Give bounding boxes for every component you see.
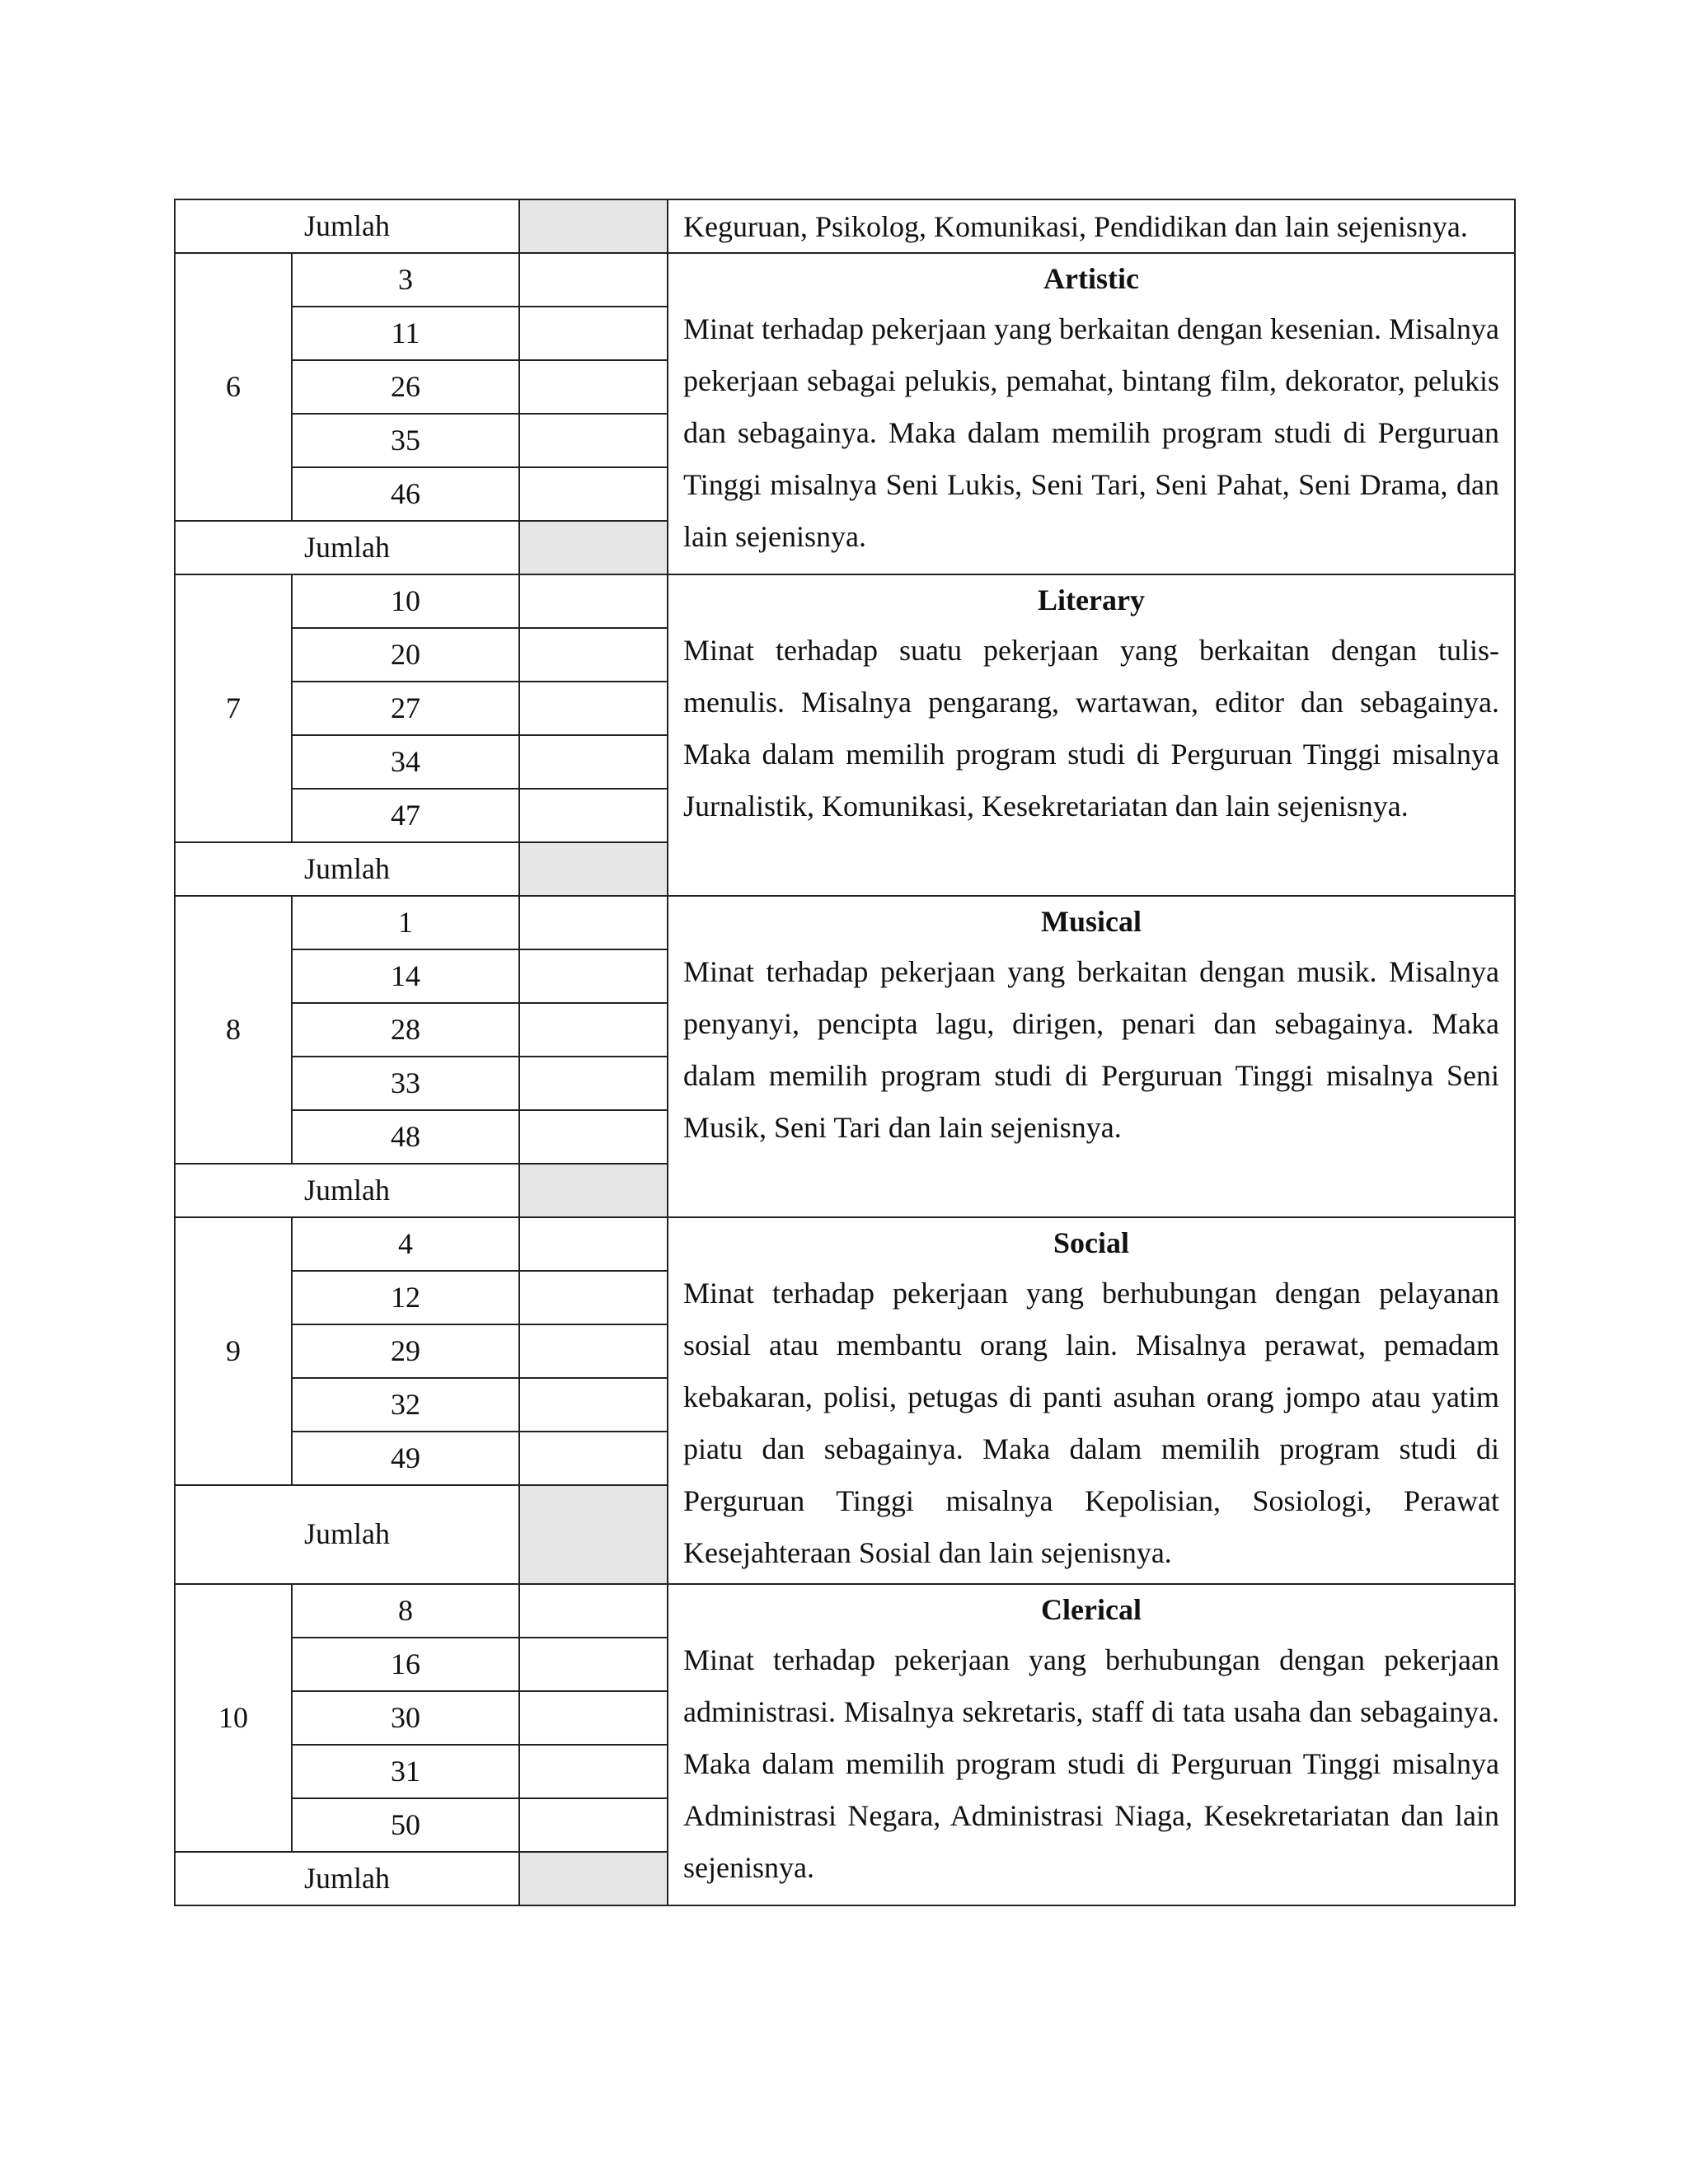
description-cell xyxy=(668,896,1515,1217)
description-text: Minat terhadap pekerjaan yang berhubungan dengan pekerjaan administrasi. Misalnya sekretaris, staff di tata usaha dan sebagainya. Maka dalam memilih program studi di Perguruan Tinggi misalnya Administrasi Negara, Administrasi Niaga, Kesekretariatan dan lain sejenisnya. xyxy=(683,1643,1499,1884)
item-number: 8 xyxy=(292,1584,519,1638)
score-cell[interactable] xyxy=(519,1584,668,1638)
score-cell[interactable] xyxy=(519,1432,668,1485)
score-cell[interactable] xyxy=(519,1638,668,1691)
score-cell[interactable] xyxy=(519,253,668,307)
item-number: 20 xyxy=(292,628,519,682)
item-number: 26 xyxy=(292,360,519,414)
jumlah-label: Jumlah xyxy=(175,842,519,896)
jumlah-score-cell[interactable] xyxy=(519,1164,668,1217)
group-number: 9 xyxy=(175,1217,292,1485)
score-cell[interactable] xyxy=(519,949,668,1003)
group-number: 6 xyxy=(175,253,292,521)
description-cell xyxy=(668,574,1515,896)
item-number: 34 xyxy=(292,735,519,789)
item-number: 3 xyxy=(292,253,519,307)
group-number: 7 xyxy=(175,574,292,842)
jumlah-label: Jumlah xyxy=(175,521,519,574)
jumlah-label: Jumlah xyxy=(175,1485,519,1584)
item-number: 16 xyxy=(292,1638,519,1691)
jumlah-score-cell[interactable] xyxy=(519,842,668,896)
item-number: 4 xyxy=(292,1217,519,1271)
score-cell[interactable] xyxy=(519,1217,668,1271)
score-cell[interactable] xyxy=(519,360,668,414)
score-cell[interactable] xyxy=(519,628,668,682)
item-number: 32 xyxy=(292,1378,519,1432)
interest-score-table xyxy=(174,199,1516,1906)
item-number: 30 xyxy=(292,1691,519,1745)
table-row xyxy=(175,1217,1515,1271)
jumlah-score-cell[interactable] xyxy=(519,521,668,574)
interest-category-title: Musical xyxy=(1041,905,1142,938)
interest-category-title: Literary xyxy=(1038,583,1145,616)
description-text: Minat terhadap pekerjaan yang berhubungan dengan pelayanan sosial atau membantu orang lain. Misalnya perawat, pemadam kebakaran, polisi, petugas di panti asuhan orang jompo atau yatim piatu dan sebagainya. Maka dalam memilih program studi di Perguruan Tinggi misalnya Kepolisian, Sosiologi, Perawat Kesejahteraan Sosial dan lain sejenisnya. xyxy=(683,1277,1499,1569)
table-row xyxy=(175,896,1515,949)
score-cell[interactable] xyxy=(519,467,668,521)
interest-category-title: Clerical xyxy=(1041,1593,1142,1626)
score-cell[interactable] xyxy=(519,1003,668,1057)
description-cell xyxy=(668,1584,1515,1905)
score-cell[interactable] xyxy=(519,1378,668,1432)
item-number: 47 xyxy=(292,789,519,842)
item-number: 50 xyxy=(292,1798,519,1852)
score-cell[interactable] xyxy=(519,1057,668,1110)
description-cell xyxy=(668,199,1515,253)
item-number: 46 xyxy=(292,467,519,521)
item-number: 12 xyxy=(292,1271,519,1324)
score-cell[interactable] xyxy=(519,682,668,735)
item-number: 27 xyxy=(292,682,519,735)
item-number: 49 xyxy=(292,1432,519,1485)
score-cell[interactable] xyxy=(519,1798,668,1852)
item-number: 48 xyxy=(292,1110,519,1164)
description-cell xyxy=(668,253,1515,574)
score-cell[interactable] xyxy=(519,307,668,360)
jumlah-label: Jumlah xyxy=(175,1164,519,1217)
item-number: 14 xyxy=(292,949,519,1003)
item-number: 35 xyxy=(292,414,519,467)
item-number: 1 xyxy=(292,896,519,949)
score-cell[interactable] xyxy=(519,414,668,467)
group-number: 10 xyxy=(175,1584,292,1852)
description-text: Keguruan, Psikolog, Komunikasi, Pendidikan dan lain sejenisnya. xyxy=(683,209,1468,243)
score-cell[interactable] xyxy=(519,1271,668,1324)
jumlah-label: Jumlah xyxy=(175,199,519,253)
table-row xyxy=(175,199,1515,253)
jumlah-score-cell[interactable] xyxy=(519,1485,668,1584)
item-number: 29 xyxy=(292,1324,519,1378)
score-cell[interactable] xyxy=(519,1110,668,1164)
score-cell[interactable] xyxy=(519,574,668,628)
description-cell xyxy=(668,1217,1515,1584)
table-row xyxy=(175,574,1515,628)
table-row xyxy=(175,1584,1515,1638)
description-text: Minat terhadap pekerjaan yang berkaitan dengan kesenian. Misalnya pekerjaan sebagai pelukis, pemahat, bintang film, dekorator, pelukis dan sebagainya. Maka dalam memilih program studi di Perguruan Tinggi misalnya Seni Lukis, Seni Tari, Seni Pahat, Seni Drama, dan lain sejenisnya. xyxy=(683,312,1499,553)
table-row xyxy=(175,253,1515,307)
jumlah-label: Jumlah xyxy=(175,1852,519,1905)
item-number: 33 xyxy=(292,1057,519,1110)
score-cell[interactable] xyxy=(519,1691,668,1745)
score-cell[interactable] xyxy=(519,789,668,842)
score-cell[interactable] xyxy=(519,1745,668,1798)
score-cell[interactable] xyxy=(519,735,668,789)
item-number: 10 xyxy=(292,574,519,628)
description-text: Minat terhadap suatu pekerjaan yang berkaitan dengan tulis-menulis. Misalnya pengarang, wartawan, editor dan sebagainya. Maka dalam memilih program studi di Perguruan Tinggi misalnya Jurnalistik, Komunikasi, Kesekretariatan dan lain sejenisnya. xyxy=(683,634,1499,823)
score-cell[interactable] xyxy=(519,896,668,949)
interest-category-title: Social xyxy=(1053,1226,1129,1259)
jumlah-score-cell[interactable] xyxy=(519,1852,668,1905)
jumlah-score-cell[interactable] xyxy=(519,199,668,253)
item-number: 11 xyxy=(292,307,519,360)
score-cell[interactable] xyxy=(519,1324,668,1378)
item-number: 31 xyxy=(292,1745,519,1798)
group-number: 8 xyxy=(175,896,292,1164)
interest-category-title: Artistic xyxy=(1043,262,1139,295)
description-text: Minat terhadap pekerjaan yang berkaitan dengan musik. Misalnya penyanyi, pencipta lagu, dirigen, penari dan sebagainya. Maka dalam memilih program studi di Perguruan Tinggi misalnya Seni Musik, Seni Tari dan lain sejenisnya. xyxy=(683,955,1499,1144)
item-number: 28 xyxy=(292,1003,519,1057)
